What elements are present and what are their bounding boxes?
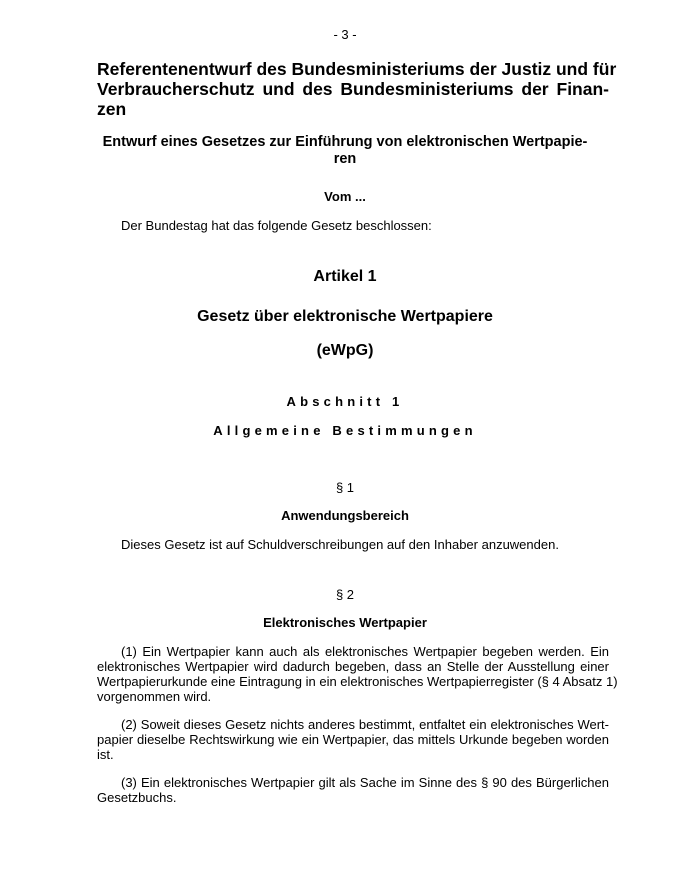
law-title: Gesetz über elektronische Wertpapiere: [197, 308, 493, 325]
title-line: Verbraucherschutz und des Bundesministeriums der Finan-: [97, 79, 609, 99]
text-line: vorgenommen wird.: [97, 689, 212, 704]
text-line: (1) Ein Wertpapier kann auch als elektronisches Wertpapier begeben werden. Ein: [121, 644, 609, 659]
text-line: elektronisches Wertpapier wird dadurch begeben, dass an Stelle der Ausstellung einer: [97, 659, 609, 674]
enactment-clause: Der Bundestag hat das folgende Gesetz beschlossen:: [121, 218, 432, 233]
title-line: zen: [97, 99, 127, 119]
paragraph-text: Dieses Gesetz ist auf Schuldverschreibungen auf den Inhaber anzuwenden.: [121, 537, 559, 552]
law-abbreviation: (eWpG): [316, 342, 374, 359]
subtitle-line: Entwurf eines Gesetzes zur Einführung von elektronischen Wertpapie-: [102, 134, 588, 150]
paragraph-number: § 2: [335, 587, 355, 602]
paragraph-number: § 1: [335, 480, 355, 495]
paragraph-heading: Anwendungsbereich: [281, 508, 409, 523]
text-line: papier dieselbe Rechtswirkung wie ein Wertpapier, das mittels Urkunde begeben worden: [97, 732, 609, 747]
section-title: Allgemeine Bestimmungen: [213, 423, 477, 438]
date-line: Vom ...: [324, 189, 366, 204]
page-number: - 3 -: [333, 27, 357, 42]
section-label: Abschnitt 1: [286, 394, 404, 409]
article-label: Artikel 1: [313, 268, 377, 285]
text-line: Gesetzbuchs.: [97, 790, 177, 805]
subtitle-line: ren: [333, 151, 357, 167]
paragraph-heading: Elektronisches Wertpapier: [263, 615, 427, 630]
text-line: Wertpapierurkunde eine Eintragung in ein elektronisches Wertpapierregister (§ 4 Absatz 1): [97, 674, 618, 689]
title-line: Referentenentwurf des Bundesministeriums der Justiz und für: [97, 59, 617, 79]
text-line: ist.: [97, 747, 114, 762]
text-line: (3) Ein elektronisches Wertpapier gilt als Sache im Sinne des § 90 des Bürgerlichen: [121, 775, 609, 790]
text-line: (2) Soweit dieses Gesetz nichts anderes bestimmt, entfaltet ein elektronisches Wert-: [121, 717, 609, 732]
